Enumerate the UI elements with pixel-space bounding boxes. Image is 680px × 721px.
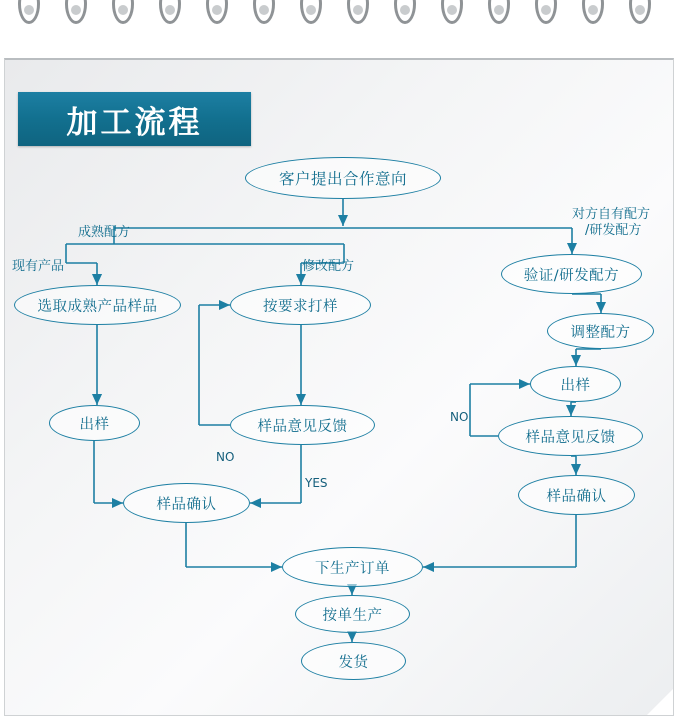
spiral-ring bbox=[159, 0, 181, 24]
spiral-ring bbox=[441, 0, 463, 24]
flow-node: 客户提出合作意向 bbox=[245, 157, 441, 199]
spiral-ring bbox=[394, 0, 416, 24]
spiral-ring bbox=[206, 0, 228, 24]
edge-label: 修改配方 bbox=[302, 259, 355, 274]
edge-label: NO bbox=[216, 450, 235, 464]
spiral-ring bbox=[488, 0, 510, 24]
spiral-ring bbox=[582, 0, 604, 24]
notebook-binding bbox=[0, 0, 680, 62]
spiral-ring bbox=[347, 0, 369, 24]
spiral-ring bbox=[629, 0, 651, 24]
flow-node: 样品确认 bbox=[518, 475, 635, 515]
edge-label: 现有产品 bbox=[12, 259, 65, 274]
edge-label: 成熟配方 bbox=[78, 225, 131, 240]
spiral-ring bbox=[253, 0, 275, 24]
spiral-ring bbox=[535, 0, 557, 24]
flow-node: 按要求打样 bbox=[230, 285, 371, 325]
flow-node: 样品意见反馈 bbox=[498, 416, 643, 456]
spiral-ring bbox=[18, 0, 40, 24]
flow-node: 下生产订单 bbox=[282, 547, 423, 587]
flow-node: 样品意见反馈 bbox=[230, 405, 375, 445]
page-title: 加工流程 bbox=[18, 92, 251, 146]
edge-label: NO bbox=[450, 410, 469, 424]
spiral-ring bbox=[65, 0, 87, 24]
flow-node: 调整配方 bbox=[547, 313, 654, 349]
edge-label: YES bbox=[305, 476, 328, 490]
flow-node: 样品确认 bbox=[123, 483, 250, 523]
flowchart-canvas bbox=[4, 58, 674, 716]
flow-node: 出样 bbox=[530, 366, 621, 402]
spiral-ring bbox=[300, 0, 322, 24]
flow-node: 发货 bbox=[301, 642, 406, 680]
flow-node: 按单生产 bbox=[295, 595, 410, 633]
edge-label: 对方自有配方 bbox=[572, 207, 651, 222]
flow-node: 出样 bbox=[49, 405, 140, 441]
flow-node: 选取成熟产品样品 bbox=[14, 285, 181, 325]
spiral-ring bbox=[112, 0, 134, 24]
edge-label: /研发配方 bbox=[585, 223, 642, 238]
flow-node: 验证/研发配方 bbox=[501, 254, 642, 294]
